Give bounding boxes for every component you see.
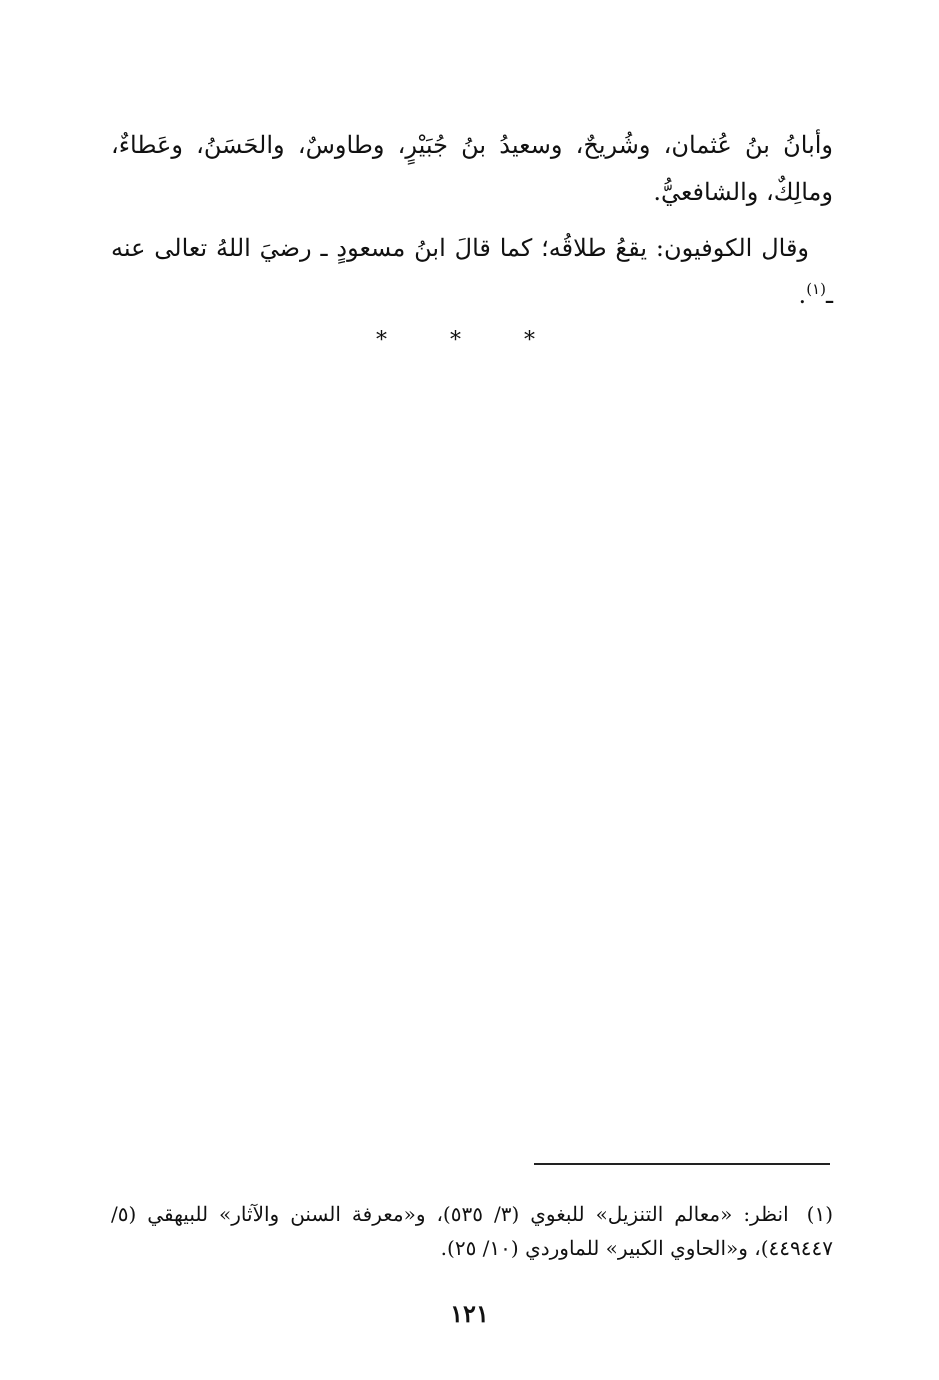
page-number: ١٢١ — [450, 1299, 489, 1328]
footnote-divider — [534, 1163, 830, 1165]
footnote — [111, 1197, 833, 1265]
paragraph-2-text: وقال الكوفيون: يقعُ طلاقُه؛ كما قالَ ابنُ مسعودٍ ـ رضيَ اللهُ تعالى عنه ـ — [111, 234, 833, 309]
paragraph-2-end: . — [798, 281, 807, 309]
footnote-reference[interactable]: (١) — [806, 280, 826, 298]
footnote-number: (١) — [806, 1202, 833, 1226]
footnote-text: انظر: «معالم التنزيل» للبغوي (٣/ ٥٣٥)، و«معرفة السنن والآثار» للبيهقي (٥/ ٤٤٩٤٤٧)، و«الحاوي الكبير» للماوردي (١٠/ ٢٥). — [111, 1202, 833, 1260]
paragraph-kufans-opinion — [111, 225, 833, 319]
paragraph-scholars-list — [111, 122, 833, 216]
section-separator-asterisks: * * * — [376, 328, 563, 353]
paragraph-1-text: وأبانُ بنُ عُثمان، وشُريحٌ، وسعيدُ بنُ جُبَيْرٍ، وطاوسٌ، والحَسَنُ، وعَطاءٌ، ومالِكٌ، والشافعيُّ. — [111, 131, 834, 206]
